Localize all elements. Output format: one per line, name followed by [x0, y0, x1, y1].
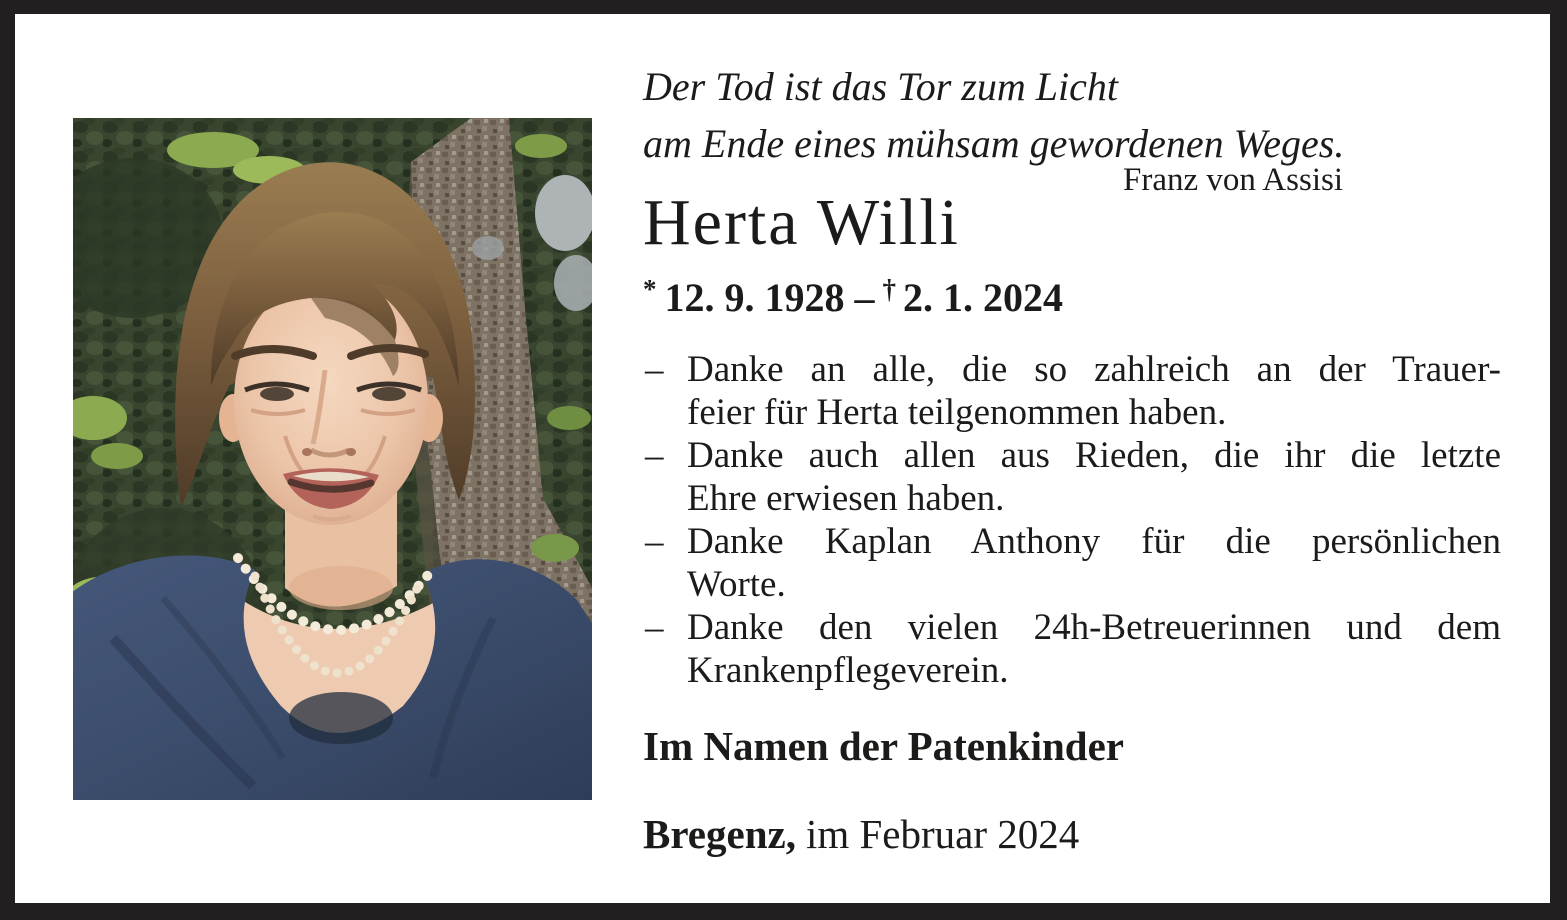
list-dash-marker: –	[645, 349, 664, 390]
thanks-item-line: Krankenpflegeverein.	[687, 650, 1009, 691]
place-name: Bregenz,	[643, 811, 796, 857]
thanks-item	[643, 348, 1501, 434]
life-dates	[643, 266, 1063, 321]
quote-attribution: Franz von Assisi	[1122, 162, 1343, 198]
quote-line-2: am Ende eines mühsam gewordenen Weges.	[643, 121, 1345, 166]
birth-date: 12. 9. 1928	[664, 275, 845, 320]
quote-line-1: Der Tod ist das Tor zum Licht	[643, 64, 1118, 109]
thanks-list	[643, 348, 1501, 692]
thanks-item-line: Ehre erwiesen haben.	[687, 478, 1005, 519]
memorial-quote	[643, 58, 1343, 172]
list-dash-marker: –	[645, 521, 664, 562]
thanks-item-line: Worte.	[687, 564, 786, 605]
closing-date: im Februar 2024	[805, 811, 1080, 857]
thanks-item-line: Danke den vielen 24h-Betreuerinnen und dem	[687, 607, 1501, 648]
thanks-item-line: Danke Kaplan Anthony für die persönlichen	[687, 521, 1501, 562]
closing-line: Im Namen der Patenkinder	[643, 723, 1124, 769]
birth-star-symbol: *	[643, 274, 657, 304]
list-dash-marker: –	[645, 435, 664, 476]
deceased-name: Herta Willi	[643, 186, 960, 259]
death-date: 2. 1. 2024	[903, 275, 1063, 320]
text-column	[643, 0, 1501, 920]
thanks-item	[643, 434, 1501, 520]
portrait-illustration	[73, 118, 592, 800]
thanks-item-line: Danke an alle, die so zahlreich an der Trauer-	[687, 349, 1501, 390]
death-cross-symbol: †	[882, 274, 896, 304]
thanks-item	[643, 606, 1501, 692]
date-separator: –	[854, 275, 875, 320]
thanks-item	[643, 520, 1501, 606]
thanks-item-line: feier für Herta teilgenommen haben.	[687, 392, 1227, 433]
portrait-photo	[73, 118, 592, 800]
place-date-line	[643, 810, 1079, 858]
list-dash-marker: –	[645, 607, 664, 648]
thanks-item-line: Danke auch allen aus Rieden, die ihr die letzte	[687, 435, 1501, 476]
